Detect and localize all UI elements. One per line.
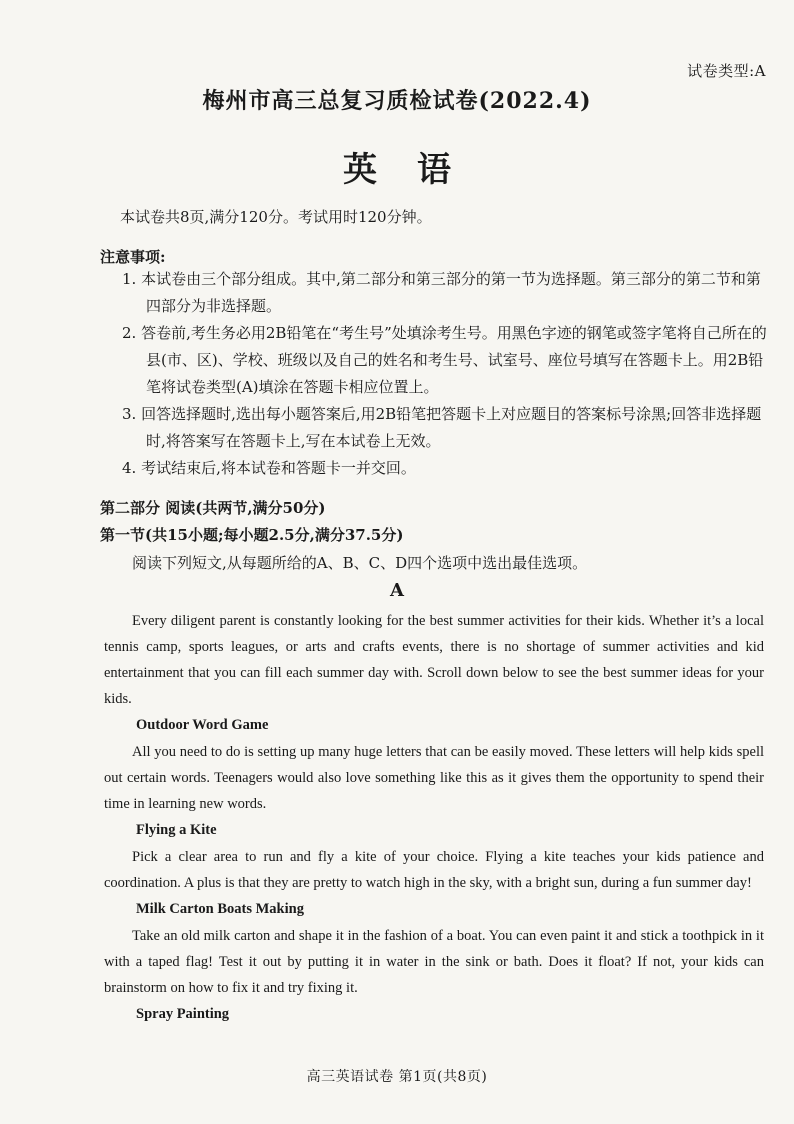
passage-letter: A	[390, 580, 404, 601]
activity-text: All you need to do is setting up many huge letters that can be easily moved. These letters will help kids spell out certain words. Teenagers would also love something like this as it gives them the opportunity to spend their time in learning new words.	[104, 744, 764, 812]
notice-item: 2. 答卷前,考生务必用2B铅笔在“考生号”处填涂考生号。用黑色字迹的钢笔或签字笔将自己所在的县(市、区)、学校、班级以及自己的姓名和考生号、试室号、座位号填写在答题卡上。用2B铅笔将试卷类型(A)填涂在答题卡相应位置上。	[122, 324, 767, 396]
subject-title: 英语	[343, 150, 491, 190]
reading-passage	[104, 608, 764, 1028]
page-footer: 高三英语试卷 第1页(共8页)	[306, 1069, 488, 1085]
section-heading: 第一节(共15小题;每小题2.5分,满分37.5分)	[100, 526, 404, 544]
notice-item: 3. 回答选择题时,选出每小题答案后,用2B铅笔把答题卡上对应题目的答案标号涂黑;回答非选择题时,将答案写在答题卡上,写在本试卷上无效。	[122, 405, 762, 450]
activity-text: Take an old milk carton and shape it in the fashion of a boat. You can even paint it and stick a toothpick in it with a taped flag! Test it out by putting it in water in the sink or bath. Does it float? If not, your kids can brainstorm on how to fix it and try fixing it.	[104, 928, 764, 996]
notice-item: 4. 考试结束后,将本试卷和答题卡一并交回。	[122, 459, 416, 477]
notice-list	[122, 266, 772, 482]
exam-title: 梅州市高三总复习质检试卷(2022.4)	[202, 88, 592, 114]
exam-intro: 本试卷共8页,满分120分。考试用时120分钟。	[120, 208, 432, 226]
passage-intro: Every diligent parent is constantly looking for the best summer activities for their kids. Whether it’s a local tennis camp, sports leagues, or arts and crafts events, there is no shortage of summer activities and kid entertainment that you can fill each summer day with. Scroll down below to see the best summer ideas for your kids.	[104, 613, 764, 707]
activity-title: Outdoor Word Game	[136, 717, 269, 733]
notice-heading: 注意事项:	[100, 248, 166, 266]
notice-item: 1. 本试卷由三个部分组成。其中,第二部分和第三部分的第一节为选择题。第三部分的第二节和第四部分为非选择题。	[122, 270, 761, 315]
part-heading: 第二部分 阅读(共两节,满分50分)	[100, 499, 326, 517]
activity-text: Pick a clear area to run and fly a kite of your choice. Flying a kite teaches your kids patience and coordination. A plus is that they are pretty to watch high in the sky, with a bright sun, during a fun summer day!	[104, 849, 764, 891]
activity-title: Spray Painting	[136, 1006, 230, 1022]
paper-type-label: 试卷类型:A	[687, 62, 766, 80]
reading-instruction: 阅读下列短文,从每题所给的A、B、C、D四个选项中选出最佳选项。	[132, 554, 588, 572]
activity-title: Flying a Kite	[136, 822, 217, 838]
activity-title: Milk Carton Boats Making	[136, 901, 304, 917]
